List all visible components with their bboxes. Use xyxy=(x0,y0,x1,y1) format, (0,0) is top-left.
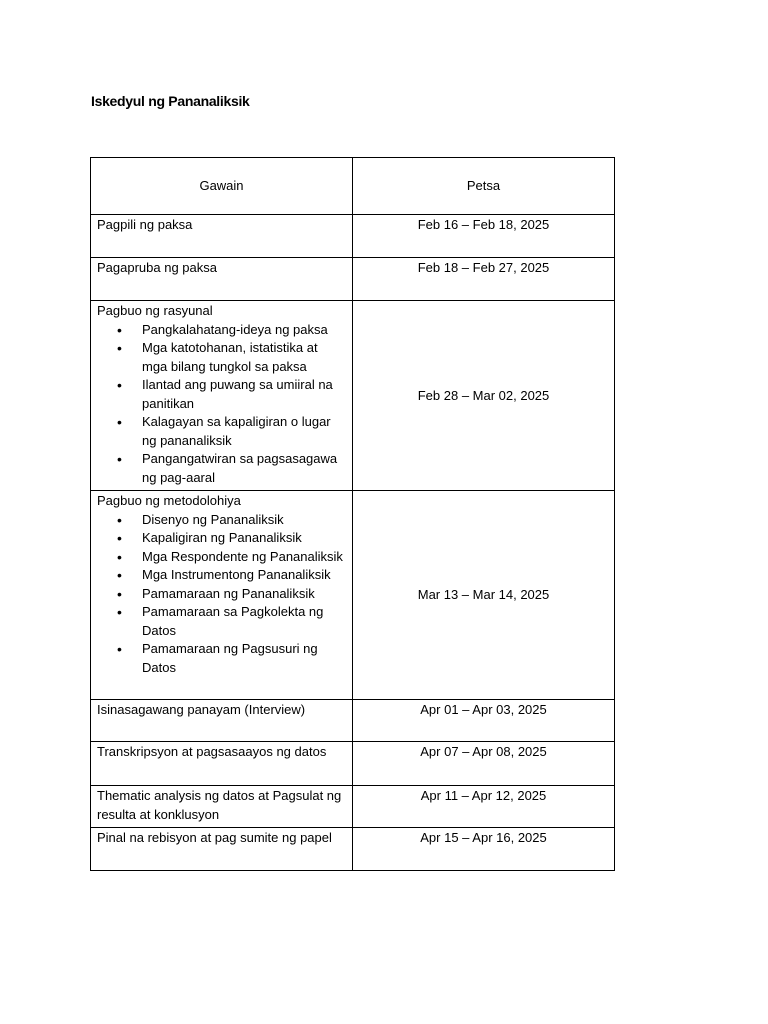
table-row xyxy=(91,700,615,742)
date-cell: Apr 07 – Apr 08, 2025 xyxy=(353,742,615,786)
page-title: Iskedyul ng Pananaliksik xyxy=(91,93,250,109)
date-cell: Apr 11 – Apr 12, 2025 xyxy=(353,786,615,828)
list-item: • Pamamaraan sa Pagkolekta ng Datos xyxy=(142,603,346,640)
list-item: • Mga Instrumentong Pananaliksik xyxy=(142,566,346,585)
activity-cell xyxy=(91,742,353,786)
activity-title: Thematic analysis ng datos at Pagsulat ng resulta at konklusyon xyxy=(97,788,342,822)
table-row xyxy=(91,786,615,828)
list-item: • Kapaligiran ng Pananaliksik xyxy=(142,529,346,548)
activity-title: Pagbuo ng rasyunal xyxy=(97,303,213,318)
list-item: • Pamamaraan ng Pananaliksik xyxy=(142,585,346,604)
list-item: • Pangangatwiran sa pagsasagawa ng pag-aaral xyxy=(142,450,346,487)
activity-cell xyxy=(91,301,353,491)
date-cell: Mar 13 – Mar 14, 2025 xyxy=(353,491,615,700)
table-row xyxy=(91,258,615,301)
list-item: • Pangkalahatang-ideya ng paksa xyxy=(142,321,346,340)
activity-title: Pagbuo ng metodolohiya xyxy=(97,493,241,508)
table-row xyxy=(91,301,615,491)
activity-cell xyxy=(91,491,353,700)
subitem-list xyxy=(97,511,346,678)
date-cell: Apr 15 – Apr 16, 2025 xyxy=(353,828,615,871)
table-row xyxy=(91,742,615,786)
list-item: • Mga katotohanan, istatistika at mga bilang tungkol sa paksa xyxy=(142,339,346,376)
activity-cell xyxy=(91,700,353,742)
header-date: Petsa xyxy=(353,158,615,215)
subitem-list xyxy=(97,321,346,488)
activity-title: Pagpili ng paksa xyxy=(97,217,193,232)
activity-title: Pagapruba ng paksa xyxy=(97,260,217,275)
list-item: • Kalagayan sa kapaligiran o lugar ng pananaliksik xyxy=(142,413,346,450)
schedule-table xyxy=(90,157,615,871)
date-cell: Feb 28 – Mar 02, 2025 xyxy=(353,301,615,491)
date-cell: Feb 16 – Feb 18, 2025 xyxy=(353,215,615,258)
date-cell: Apr 01 – Apr 03, 2025 xyxy=(353,700,615,742)
activity-title: Pinal na rebisyon at pag sumite ng papel xyxy=(97,830,332,845)
date-cell: Feb 18 – Feb 27, 2025 xyxy=(353,258,615,301)
activity-cell xyxy=(91,828,353,871)
activity-title: Transkripsyon at pagsasaayos ng datos xyxy=(97,744,327,759)
table-row xyxy=(91,491,615,700)
activity-title: Isinasagawang panayam (Interview) xyxy=(97,702,306,717)
activity-cell xyxy=(91,786,353,828)
table-row xyxy=(91,215,615,258)
list-item: • Ilantad ang puwang sa umiiral na panitikan xyxy=(142,376,346,413)
table-row xyxy=(91,828,615,871)
activity-cell xyxy=(91,258,353,301)
header-activity: Gawain xyxy=(91,158,353,215)
table-header-row xyxy=(91,158,615,215)
activity-cell xyxy=(91,215,353,258)
list-item: • Pamamaraan ng Pagsusuri ng Datos xyxy=(142,640,346,677)
list-item: • Mga Respondente ng Pananaliksik xyxy=(142,548,346,567)
list-item: • Disenyo ng Pananaliksik xyxy=(142,511,346,530)
